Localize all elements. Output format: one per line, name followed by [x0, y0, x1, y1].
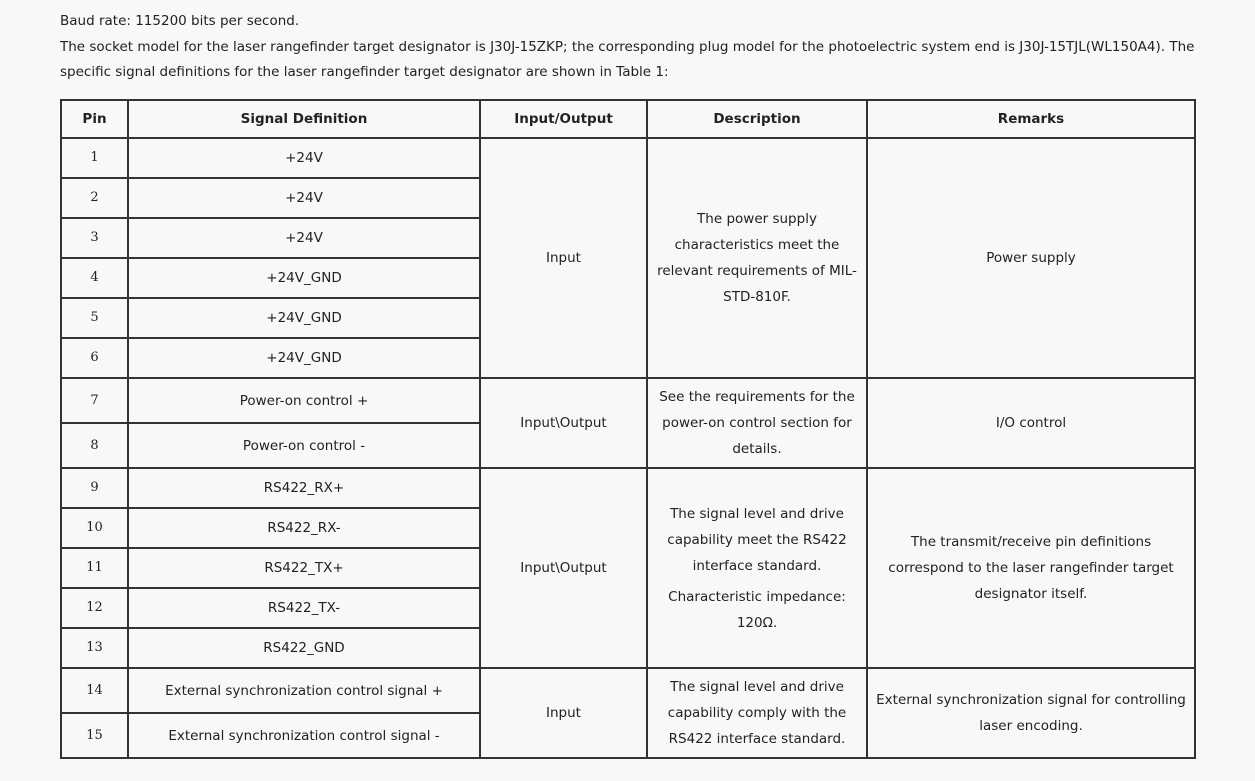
pin-cell: 15	[61, 713, 128, 758]
socket-model-paragraph: The socket model for the laser rangefinder target designator is J30J-15ZKP; the corresponding plug model for the photoelectric system end is J30J-15TJL(WL150A4). The specific signal definitions for the laser rangefinder target designator are shown in Table 1:	[60, 38, 1195, 80]
description-cell: See the requirements for the power-on control section for details.	[647, 378, 867, 468]
description-text: The signal level and drive capability meet the RS422 interface standard.	[667, 505, 847, 574]
pin-cell: 7	[61, 378, 128, 423]
signal-cell: RS422_RX+	[128, 468, 480, 508]
pin-cell: 14	[61, 668, 128, 713]
description-cell	[647, 468, 867, 668]
table-row	[61, 468, 1195, 508]
signal-cell: +24V	[128, 178, 480, 218]
io-cell: Input	[480, 138, 647, 378]
intro-text	[60, 9, 1230, 86]
header-input-output: Input/Output	[480, 100, 647, 138]
pin-cell: 10	[61, 508, 128, 548]
table-row	[61, 138, 1195, 178]
pin-cell: 13	[61, 628, 128, 668]
io-cell: Input	[480, 668, 647, 758]
pin-cell: 2	[61, 178, 128, 218]
signal-cell: Power-on control -	[128, 423, 480, 468]
signal-cell: RS422_RX-	[128, 508, 480, 548]
remarks-cell: External synchronization signal for controlling laser encoding.	[867, 668, 1195, 758]
signal-cell: RS422_TX-	[128, 588, 480, 628]
remarks-cell: I/O control	[867, 378, 1195, 468]
pin-cell: 4	[61, 258, 128, 298]
pin-cell: 9	[61, 468, 128, 508]
header-remarks: Remarks	[867, 100, 1195, 138]
io-cell: Input\Output	[480, 468, 647, 668]
remarks-cell: Power supply	[867, 138, 1195, 378]
header-signal-definition: Signal Definition	[128, 100, 480, 138]
pin-cell: 12	[61, 588, 128, 628]
signal-cell: +24V_GND	[128, 258, 480, 298]
pin-cell: 8	[61, 423, 128, 468]
remarks-cell: The transmit/receive pin definitions correspond to the laser rangefinder target designator itself.	[867, 468, 1195, 668]
io-cell: Input\Output	[480, 378, 647, 468]
header-description: Description	[647, 100, 867, 138]
description-cell: The signal level and drive capability comply with the RS422 interface standard.	[647, 668, 867, 758]
pin-cell: 11	[61, 548, 128, 588]
signal-cell: Power-on control +	[128, 378, 480, 423]
table-row	[61, 668, 1195, 713]
description-cell: The power supply characteristics meet the relevant requirements of MIL-STD-810F.	[647, 138, 867, 378]
signal-cell: +24V	[128, 138, 480, 178]
pin-cell: 1	[61, 138, 128, 178]
signal-cell: RS422_GND	[128, 628, 480, 668]
baud-rate-line: Baud rate: 115200 bits per second.	[60, 13, 300, 29]
signal-cell: External synchronization control signal -	[128, 713, 480, 758]
pin-cell: 5	[61, 298, 128, 338]
signal-cell: +24V_GND	[128, 298, 480, 338]
signal-cell: External synchronization control signal +	[128, 668, 480, 713]
signal-definition-table	[60, 99, 1196, 759]
signal-cell: +24V	[128, 218, 480, 258]
pin-cell: 3	[61, 218, 128, 258]
table-row	[61, 378, 1195, 423]
signal-cell: RS422_TX+	[128, 548, 480, 588]
pin-cell: 6	[61, 338, 128, 378]
header-pin: Pin	[61, 100, 128, 138]
signal-cell: +24V_GND	[128, 338, 480, 378]
impedance-text: Characteristic impedance: 120Ω.	[668, 588, 846, 631]
table-header-row	[61, 100, 1195, 138]
